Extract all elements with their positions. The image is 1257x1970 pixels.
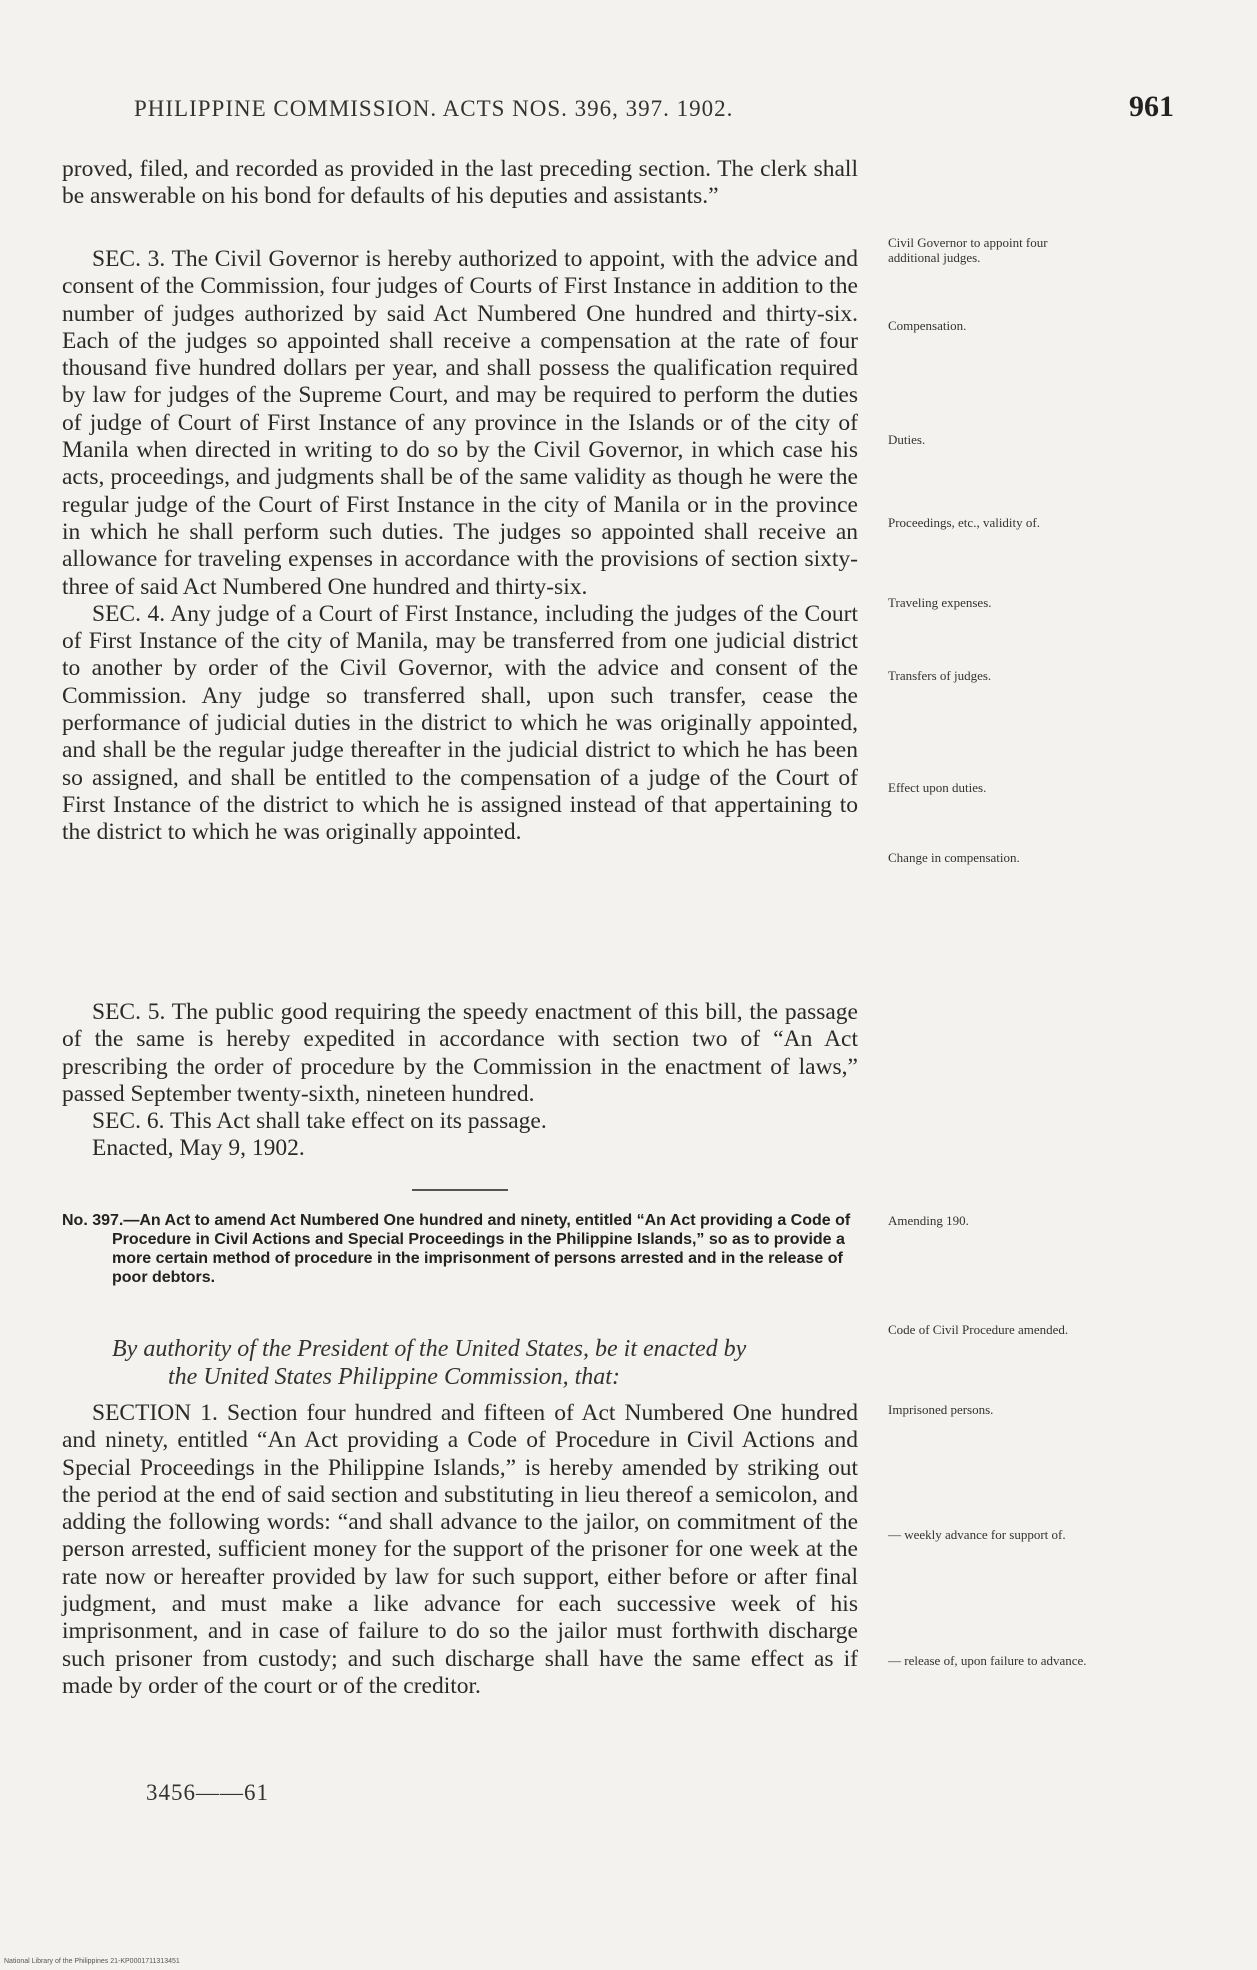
act-397-heading: No. 397.—An Act to amend Act Numbered One hundred and ninety, entitled “An Act providing a Code of Procedure in Civil Actions and Special Proceedings in the Philippine Islands,” so as to provide a more certain method of procedure in the imprisonment of persons arrested and in the release of poor debtors. xyxy=(62,1212,851,1286)
section-1 xyxy=(62,1400,858,1700)
signature-mark: 3456——61 xyxy=(146,1780,269,1805)
side-note-traveling: Traveling expenses. xyxy=(888,595,992,610)
side-note-code-amended: Code of Civil Procedure amended. xyxy=(888,1322,1069,1337)
side-note-amending-190: Amending 190. xyxy=(888,1213,969,1228)
section-1-text: Section four hundred and fifteen of Act Numbered One hundred and ninety, entitled “An Act providing a Code of Procedure in Civil Actions and Special Proceedings in the Philippine Islands,” is hereby amended by striking out the period at the end of said section and substituting in lieu thereof a semicolon, and adding the following words: “and shall advance to the jailor, on commitment of the person arrested, sufficient money for the support of the prisoner for one week at the rate now or hereafter provided by law for such support, either before or after final judgment, and must make a like advance for each successive week of his imprisonment, and in case of failure to do so the jailor must forthwith discharge such prisoner from custody; and such discharge shall have the same effect as if made by order of the court or of the creditor. xyxy=(62,1400,858,1699)
side-note-weekly-advance: — weekly advance for support of. xyxy=(888,1527,1066,1542)
side-note-change-compensation: Change in compensation. xyxy=(888,850,1020,865)
section-5-label: SEC. 5. xyxy=(92,999,166,1025)
section-divider xyxy=(412,1189,508,1191)
section-4 xyxy=(62,601,858,847)
sections-5-6 xyxy=(62,999,858,1163)
continuation-text: proved, filed, and recorded as provided in the last preceding section. The clerk shall be answerable on his bond for defaults of his deputies and assistants.” xyxy=(62,156,858,210)
side-note-civil-governor: Civil Governor to appoint four additional judges. xyxy=(888,235,1048,265)
side-note-release: — release of, upon failure to advance. xyxy=(888,1653,1087,1668)
page-number: 961 xyxy=(1129,90,1174,123)
enacting-clause xyxy=(112,1335,858,1391)
sections-3-4 xyxy=(62,246,858,847)
page-header xyxy=(134,88,1174,128)
section-4-text: Any judge of a Court of First Instance, including the judges of the Court of First Instance of the city of Manila, may be transferred from one judicial district to another by order of the Civil Governor, with the advice and consent of the Commission. Any judge so transferred shall, upon such transfer, cease the performance of judicial duties in the district to which he was originally appointed, and shall be the regular judge thereafter in the judicial district to which he has been so assigned, and shall be entitled to the compensation of a judge of the Court of First Instance of the district to which he is assigned instead of that appertaining to the district to which he was originally appointed. xyxy=(62,600,858,846)
enacted-date: Enacted, May 9, 1902. xyxy=(92,1135,305,1162)
side-note-compensation: Compensation. xyxy=(888,318,967,333)
section-1-label: SECTION 1. xyxy=(92,1400,218,1426)
scan-credit: National Library of the Philippines 21-KP0001711313451 xyxy=(4,1958,180,1965)
section-4-label: SEC. 4. xyxy=(92,600,166,627)
section-5-text: The public good requiring the speedy enactment of this bill, the passage of the same is hereby expedited in accordance with section two of “An Act prescribing the order of procedure by the Commission in the enactment of laws,” passed September twenty-sixth, nineteen hundred. xyxy=(62,999,858,1107)
side-note-duties: Duties. xyxy=(888,432,926,447)
continuation-paragraph xyxy=(62,156,858,211)
running-title: PHILIPPINE COMMISSION. ACTS NOS. 396, 397. 1902. xyxy=(134,96,734,121)
section-3 xyxy=(62,246,858,601)
enacting-line-1: By authority of the President of the United States, be it enacted by xyxy=(112,1336,747,1362)
enacting-line-2: the United States Philippine Commission, that: xyxy=(168,1364,620,1390)
side-note-effect-duties: Effect upon duties. xyxy=(888,780,987,795)
section-6-label: SEC. 6. xyxy=(92,1108,165,1135)
side-note-imprisoned: Imprisoned persons. xyxy=(888,1402,994,1417)
side-note-transfers: Transfers of judges. xyxy=(888,668,992,683)
section-1-block xyxy=(62,1400,858,1700)
section-5 xyxy=(62,999,858,1108)
section-3-label: SEC. 3. xyxy=(92,246,166,272)
section-6 xyxy=(62,1108,858,1135)
section-6-text: This Act shall take effect on its passage. xyxy=(169,1108,547,1135)
side-note-proceedings: Proceedings, etc., validity of. xyxy=(888,515,1040,530)
section-3-text: The Civil Governor is hereby authorized to appoint, with the advice and consent of the Commission, four judges of Courts of First Instance in addition to the number of judges authorized by said Act Numbered One hundred and thirty-six. Each of the judges so appointed shall receive a compensation at the rate of four thousand five hundred dollars per year, and shall possess the qualification required by law for judges of the Supreme Court, and may be required to perform the duties of judge of Court of First Instance of any province in the Islands or of the city of Manila when directed in writing to do so by the Civil Governor, in which case his acts, proceedings, and judgments shall be of the same validity as though he were the regular judge of the Court of First Instance in the city of Manila or in the province in which he shall perform such duties. The judges so appointed shall receive an allowance for traveling expenses in accordance with the provisions of section sixty-three of said Act Numbered One hundred and thirty-six. xyxy=(62,246,858,600)
